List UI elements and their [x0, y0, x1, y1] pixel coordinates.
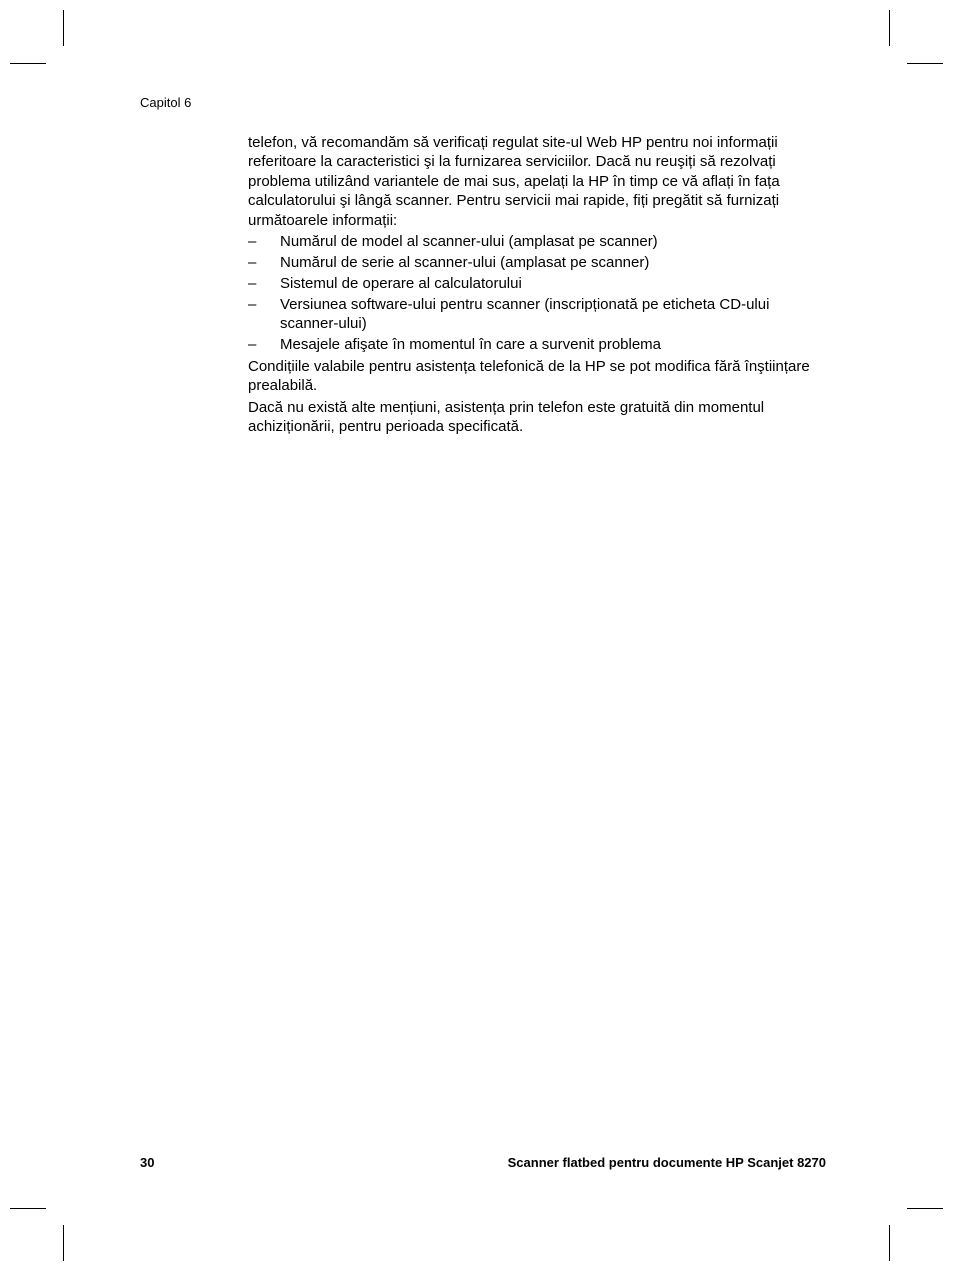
bullet-dash: – — [248, 233, 257, 251]
list-item-text: Mesajele afişate în momentul în care a survenit problema — [280, 336, 662, 354]
crop-mark-bottom-left-horizontal — [10, 1208, 46, 1209]
page-body — [248, 133, 818, 436]
list-item-text: Versiunea software-ului pentru scanner (inscripționată pe eticheta CD-ului scanner-ului) — [280, 296, 770, 333]
required-info-list — [248, 232, 818, 355]
footer-product-title: Scanner flatbed pentru documente HP Scanjet 8270 — [507, 1155, 826, 1170]
list-item-text: Numărul de model al scanner-ului (amplasat pe scanner) — [280, 233, 658, 251]
conditions-paragraph: Condițiile valabile pentru asistența telefonică de la HP se pot modifica fără înştiințare prealabilă. — [248, 357, 810, 395]
free-support-paragraph: Dacă nu există alte mențiuni, asistența prin telefon este gratuită din momentul achiziționării, pentru perioada specificată. — [248, 398, 765, 436]
list-item — [248, 232, 818, 251]
crop-mark-bottom-right-vertical — [889, 1225, 890, 1261]
crop-mark-top-left-vertical — [63, 10, 64, 46]
list-item-text: Numărul de serie al scanner-ului (amplasat pe scanner) — [280, 254, 650, 272]
list-item — [248, 335, 818, 354]
page-number: 30 — [140, 1155, 155, 1170]
bullet-dash: – — [248, 254, 257, 272]
crop-mark-bottom-right-horizontal — [907, 1208, 943, 1209]
list-item — [248, 253, 818, 272]
crop-mark-top-right-horizontal — [907, 63, 943, 64]
bullet-dash: – — [248, 275, 257, 293]
list-item-text: Sistemul de operare al calculatorului — [280, 275, 522, 293]
bullet-dash: – — [248, 336, 257, 354]
crop-mark-bottom-left-vertical — [63, 1225, 64, 1261]
bullet-dash: – — [248, 296, 257, 314]
crop-mark-top-right-vertical — [889, 10, 890, 46]
intro-paragraph: telefon, vă recomandăm să verificați regulat site-ul Web HP pentru noi informații referitoare la caracteristici şi la furnizarea serviciilor. Dacă nu reuşiți să rezolvați problema utilizând variantele de mai sus, apelați la HP în timp ce vă aflați în fața calculatorului şi lângă scanner. Pentru servicii mai rapide, fiți pregătit să furnizați următoarele informații: — [248, 134, 780, 229]
list-item — [248, 295, 818, 334]
chapter-header: Capitol 6 — [140, 95, 192, 110]
list-item — [248, 274, 818, 293]
crop-mark-top-left-horizontal — [10, 63, 46, 64]
